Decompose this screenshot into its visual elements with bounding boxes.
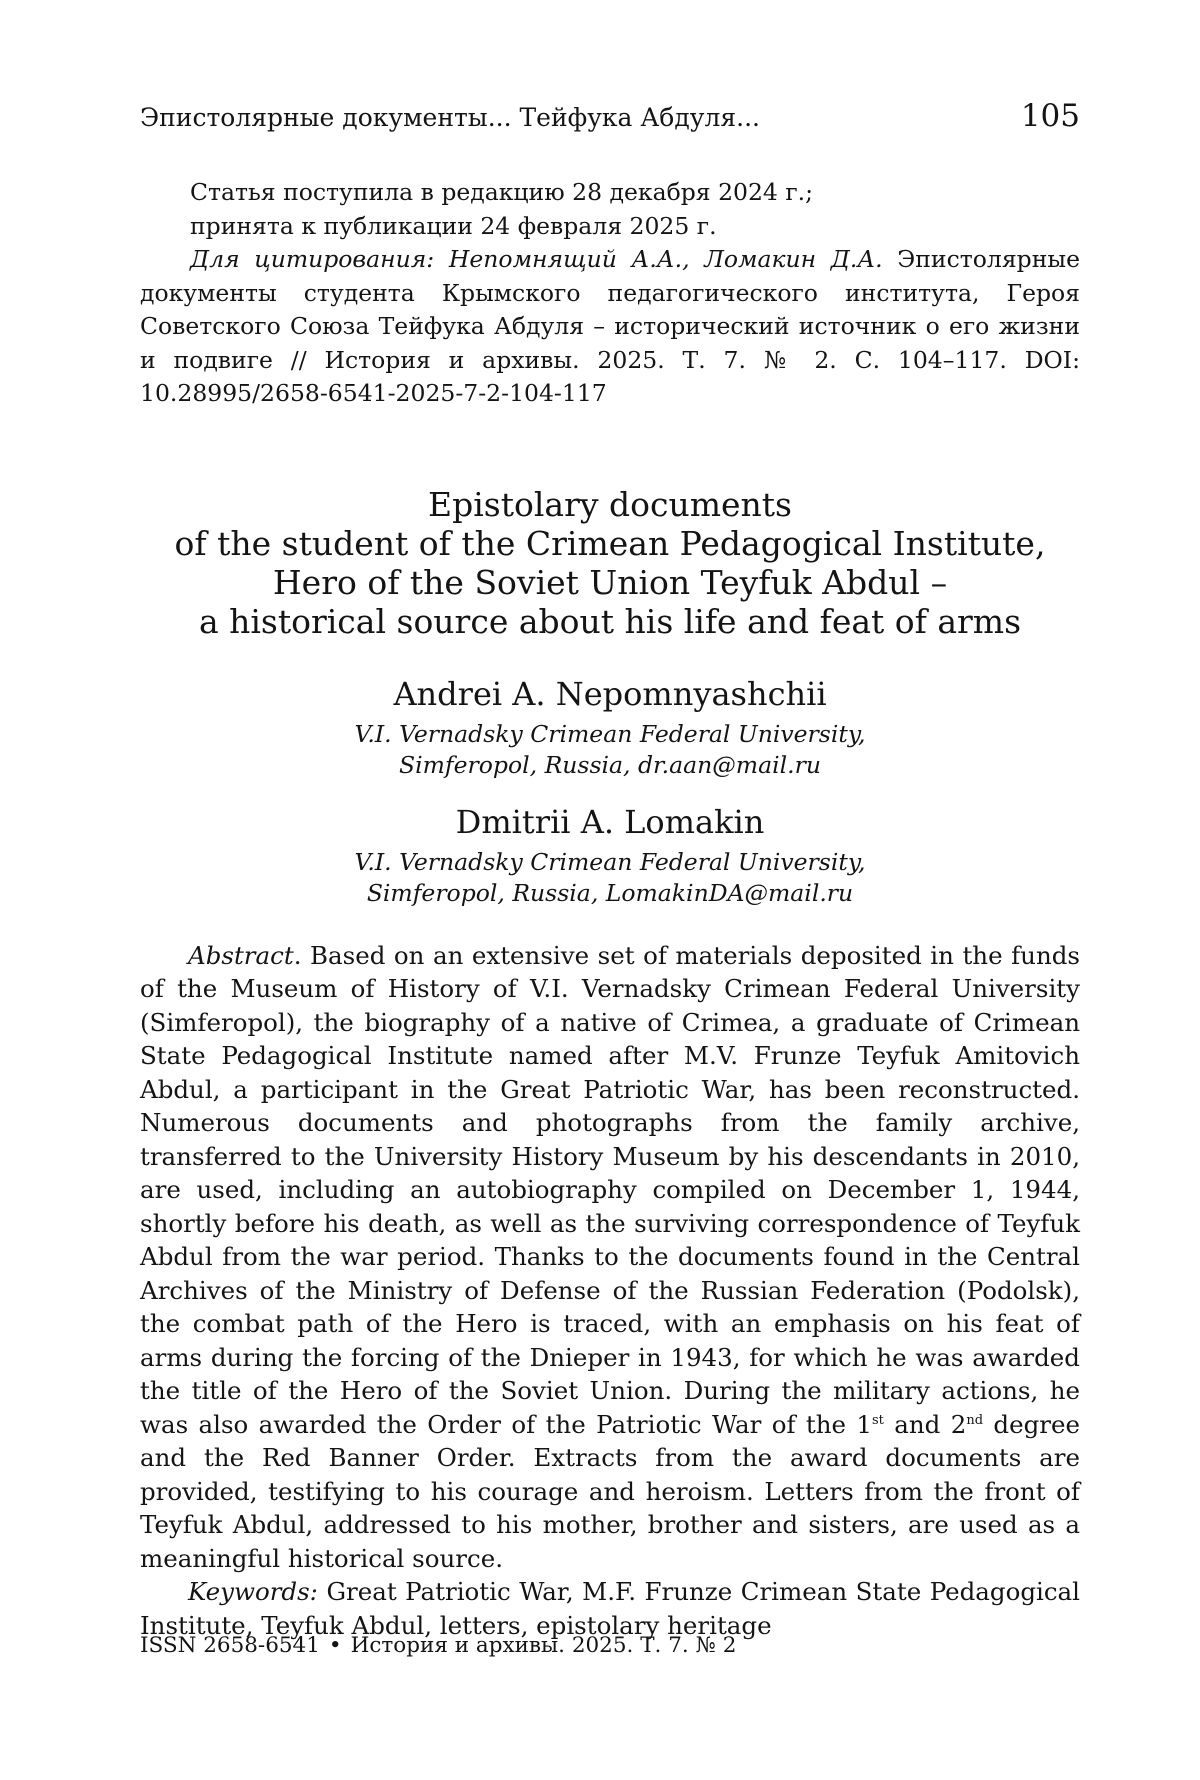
citation — [140, 243, 1080, 411]
affiliation-line: Simferopol, Russia, LomakinDA@mail.ru — [366, 878, 854, 907]
footer-separator: • — [328, 1633, 342, 1658]
superscript: nd — [966, 1412, 984, 1428]
title-line: of the student of the Crimean Pedagogical Institute, — [174, 523, 1046, 563]
citation-label: Для цитирования: Непомнящий А.А., Ломакин Д.А. — [190, 245, 883, 273]
issn: ISSN 2658-6541 — [140, 1633, 320, 1658]
article-title — [140, 485, 1080, 641]
citation-text: Эпистолярные документы студента Крымского педагогического института, Героя Советского Союза Тейфука Абдуля – исторический источник о его жизни и подвиге // История и архивы. 2025. Т. 7. № 2. С. 104–117. DOI: 10.28995/2658-6541-2025-7-2-104-117 — [140, 245, 1080, 407]
page-number: 105 — [1020, 98, 1080, 134]
paper-page — [140, 100, 1080, 1642]
accepted-date: принята к публикации 24 февраля 2025 г. — [190, 211, 717, 240]
keywords-label: Keywords: — [188, 1577, 318, 1606]
page-footer — [140, 1632, 736, 1660]
title-line: a historical source about his life and feat of arms — [198, 601, 1022, 641]
running-head-title: Эпистолярные документы... Тейфука Абдуля... — [140, 103, 760, 132]
keywords-text: Great Patriotic War, M.F. Frunze Crimean State Pedagogical Institute, Teyfuk Abdul, letters, epistolary heritage — [140, 1577, 1080, 1640]
abstract-label: Abstract — [188, 940, 294, 970]
superscript: st — [872, 1412, 884, 1428]
running-head — [140, 100, 1080, 134]
article-meta — [140, 176, 1080, 411]
affiliation-line: V.I. Vernadsky Crimean Federal University, — [354, 719, 866, 748]
author-name: Dmitrii A. Lomakin — [455, 802, 765, 841]
affiliation-line: V.I. Vernadsky Crimean Federal University, — [354, 847, 866, 876]
received-date: Статья поступила в редакцию 28 декабря 2024 г.; — [190, 178, 814, 206]
affiliation-line: Simferopol, Russia, dr.aan@mail.ru — [399, 750, 821, 779]
title-line: Hero of the Soviet Union Teyfuk Abdul – — [272, 562, 948, 602]
author-affiliation — [140, 847, 1080, 909]
abstract-text: . Based on an extensive set of materials deposited in the funds of the Museum of History of V.I. Vernadsky Crimean Federal University (Simferopol), the biography of a native of Crimea, a graduate of Crimean State Pedagogical Institute named after M.V. Frunze Teyfuk Amitovich Abdul, a participant in the Great Patriotic War, has been reconstructed. Numerous documents and photographs from the family archive, transferred to the University History Museum by his descendants in 2010, are used, including an autobiography compiled on December 1, 1944, shortly before his death, as well as the surviving correspondence of Teyfuk Abdul from the war period. Thanks to the documents found in the Central Archives of the Ministry of Defense of the Russian Federation (Podolsk), the combat path of the Hero is traced, with an emphasis on his feat of arms during the forcing of the Dnieper in 1943, for which he was awarded the title of the Hero of the Soviet Union. During the military actions, he was also awarded the Order of the Patriotic War of the 1 — [140, 940, 1080, 1439]
journal-issue: История и архивы. 2025. Т. 7. № 2 — [350, 1633, 737, 1658]
abstract-section — [140, 939, 1080, 1643]
abstract-paragraph — [140, 939, 1080, 1576]
title-line: Epistolary documents — [428, 484, 792, 524]
author-affiliation — [140, 719, 1080, 781]
abstract-text: and 2 — [883, 1409, 967, 1439]
author-name: Andrei A. Nepomnyashchii — [393, 674, 827, 713]
abstract-text: degree and the Red Banner Order. Extracts from the award documents are provided, testifying to his courage and heroism. Letters from the front of Teyfuk Abdul, addressed to his mother, brother and sisters, are used as a meaningful historical source. — [140, 1409, 1080, 1573]
